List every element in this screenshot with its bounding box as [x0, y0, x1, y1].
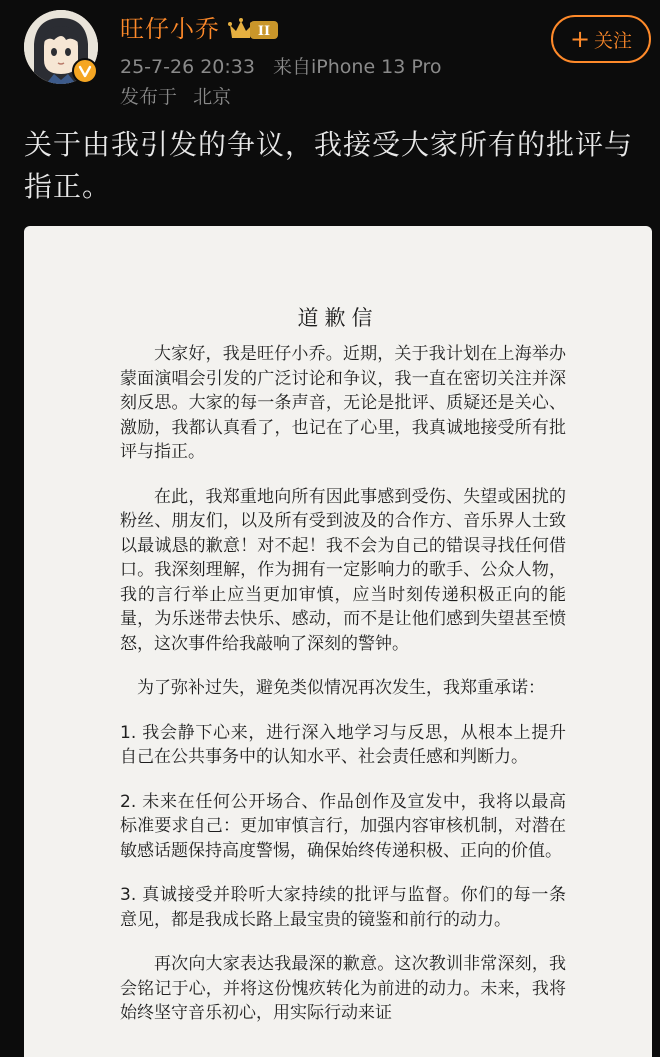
letter-paragraph: 2. 未来在任何公开场合、作品创作及宣发中，我将以最高标准要求自己：更加审慎言行，加强内容审核机制，对潜在敏感话题保持高度警惕，确保始终传递积极、正向的价值。 — [120, 791, 566, 861]
letter-paragraph: 为了弥补过失，避免类似情况再次发生，我郑重承诺： — [137, 678, 545, 698]
letter-paragraph: 大家好，我是旺仔小乔。近期，关于我计划在上海举办蒙面演唱会引发的广泛讨论和争议，我一直在密切关注并深刻反思。大家的每一条声音，无论是批评、质疑还是关心、激励，我都认真看了，也记在了心里，我真诚地接受所有批评与指正。 — [120, 344, 566, 462]
post-meta — [120, 54, 442, 80]
post-date: 25-7-26 20:33 — [120, 56, 255, 78]
username[interactable]: 旺仔小乔 — [120, 15, 220, 43]
letter-body — [120, 342, 566, 1046]
follow-label: 关注 — [594, 29, 633, 52]
post-device: 来自iPhone 13 Pro — [273, 56, 442, 78]
location-prefix: 发布于 — [120, 86, 178, 108]
follow-button[interactable] — [551, 15, 651, 63]
post-text: 关于由我引发的争议，我接受大家所有的批评与指正。 — [24, 128, 634, 203]
letter-paragraph: 3. 真诚接受并聆听大家持续的批评与监督。你们的每一条意见，都是我成长路上最宝贵的镜鉴和前行的动力。 — [120, 885, 566, 930]
letter-paragraph: 在此，我郑重地向所有因此事感到受伤、失望或困扰的粉丝、朋友们，以及所有受到波及的合作方、音乐界人士致以最诚恳的歉意！对不起！我不会为自己的错误寻找任何借口。我深刻理解，作为拥有一定影响力的歌手、公众人物，我的言行举止应当更加审慎，应当时刻传递积极正向的能量，为乐迷带去快乐、感动，而不是让他们感到失望甚至愤怒，这次事件给我敲响了深刻的警钟。 — [120, 486, 566, 654]
crown-vip-badge-icon[interactable] — [228, 16, 280, 42]
plus-icon: + — [569, 25, 591, 53]
apology-letter-image[interactable] — [24, 226, 652, 1057]
letter-title: 道歉信 — [297, 306, 379, 330]
verified-v-icon — [72, 58, 98, 84]
post-location — [120, 84, 231, 110]
letter-paragraph: 1. 我会静下心来，进行深入地学习与反思，从根本上提升自己在公共事务中的认知水平、社会责任感和判断力。 — [120, 722, 566, 767]
location-name: 北京 — [193, 86, 232, 108]
vip-level-text: II — [257, 24, 271, 39]
letter-paragraph: 再次向大家表达我最深的歉意。这次教训非常深刻，我会铭记于心，并将这份愧疚转化为前进的动力。未来，我将始终坚守音乐初心，用实际行动来证 — [120, 954, 566, 1023]
